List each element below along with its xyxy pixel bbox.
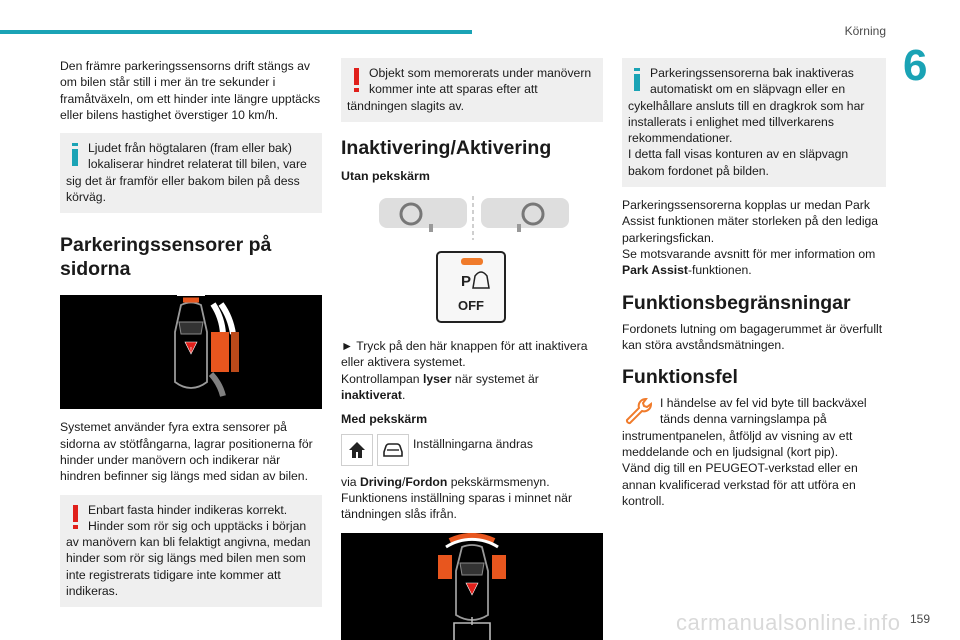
press-button-step (341, 338, 603, 371)
home-icon[interactable] (341, 434, 373, 466)
side-sensors-image (60, 295, 322, 409)
column-2 (341, 58, 603, 640)
lamp-text-mid: när systemet är (451, 371, 539, 386)
via-slash: / (401, 474, 406, 489)
subheading-no-touchscreen: Utan pekskärm (341, 168, 430, 183)
intro-paragraph: Den främre parkeringssensorns drift stängs av om bilen står still i mer än tre sekunder i framåtväxeln, om ett hinder inte längre upptäcks eller bilens hastighet överstiger 10 km/h. (60, 59, 321, 122)
side-sensors-body: Systemet använder fyra extra sensorer på sidorna av stötfångarna, lagrar positionerna för hinder under manövern och indikerar när hindren befinner sig längs med sidan av bilen. (60, 420, 313, 484)
park-assist-ref-end: -funktionen. (687, 263, 752, 278)
step-arrow: ► (341, 339, 354, 354)
via-end: pekskärmsmenyn. (447, 474, 550, 489)
fault-text-2: Vänd dig till en PEUGEOT-verkstad eller en annan kvalificerad verkstad för att utföra en kontroll. (622, 461, 858, 508)
via-menu-text (341, 474, 603, 490)
info-icon (628, 65, 650, 95)
warning-note-memory-text: Objekt som memorerats under manövern kommer inte att sparas efter att tändningen slagits av. (347, 66, 592, 113)
lamp-bold-on: lyser (422, 371, 452, 386)
subheading-touchscreen: Med pekskärm (341, 412, 428, 427)
lamp-end: . (401, 388, 406, 403)
wrench-warning-icon (622, 395, 656, 427)
heading-limitations: Funktionsbegränsningar (622, 291, 851, 314)
step-text: Tryck på den här knappen för att inaktivera eller aktivera systemet. (341, 339, 588, 370)
info-icon (66, 140, 88, 170)
touchscreen-icons (341, 434, 603, 466)
warning-note-memory (341, 58, 603, 122)
icons-caption: Inställningarna ändras (413, 436, 533, 451)
chapter-number: 6 (903, 41, 928, 90)
heading-deactivation: Inaktivering/Aktivering (341, 136, 552, 159)
park-assist-ref-pre: Se motsvarande avsnitt för mer information om (622, 246, 876, 261)
info-note-text: Ljudet från högtalaren (fram eller bak) lokaliserar hindret relaterat till bilen, vare sig det är framför eller bakom bilen på dess körväg. (66, 141, 307, 205)
fault-text: I händelse av fel vid byte till backväxel tänds denna varningslampa på instrumentpanelen, åtföljd av visning av ett meddelande och en ljudsignal (kort pip). (622, 396, 867, 460)
column-3 (622, 58, 886, 509)
watermark: carmanualsonline.info (676, 610, 901, 635)
svg-text:P: P (461, 273, 472, 291)
column-1 (60, 58, 322, 607)
warning-icon (347, 65, 369, 95)
warning-note (60, 495, 322, 608)
via-driving: Driving (359, 474, 402, 489)
lamp-status (341, 371, 603, 404)
heading-faults: Funktionsfel (622, 366, 738, 389)
header-accent-bar (0, 30, 472, 34)
heading-side-sensors: Parkeringssensorer på sidorna (60, 234, 272, 281)
page-number: 159 (909, 612, 930, 626)
warning-icon (66, 502, 88, 532)
dashboard-illustration (341, 196, 603, 326)
park-assist-ref-bold: Park Assist (622, 263, 688, 278)
info-note-trailer-text: Parkeringssensorerna bak inaktiveras automatiskt om en släpvagn eller en cykelhållare ansluts till en dragkrok som har installerats i enlighet med tillverkarens rekommendationer. I detta fall visas konturen av en släpvagn bakom fordonet på bilden. (628, 66, 865, 178)
via-fordon: Fordon (405, 474, 448, 489)
vehicle-icon[interactable] (377, 434, 409, 466)
via-pre: via (341, 474, 360, 489)
park-assist-para: Parkeringssensorerna kopplas ur medan Park Assist funktionen mäter storleken på den lediga parkeringsfickan. (622, 198, 879, 245)
lamp-bold-state: inaktiverat (341, 388, 402, 403)
lamp-text: Kontrollampan (341, 371, 423, 386)
off-button-label[interactable]: OFF (458, 298, 484, 314)
park-assist-ref (622, 246, 886, 279)
section-title: Körning (844, 24, 886, 38)
fault-block (622, 395, 886, 509)
trailer-sensors-image (341, 533, 603, 640)
saved-setting-text: Funktionens inställning sparas i minnet när tändningen slås ifrån. (341, 490, 573, 522)
limitations-text: Fordonets lutning om bagagerummet är överfullt kan störa avståndsmätningen. (622, 321, 883, 352)
warning-note-text: Enbart fasta hinder indikeras korrekt. Hinder som rör sig och upptäcks i början av manövern kan bli felaktigt angivna, medan hinder som rör sig längs med bilen men som inte registrerats tidigare inte kommer att indikeras. (66, 502, 311, 599)
svg-text:!: ! (190, 347, 192, 355)
info-note-trailer (622, 58, 886, 187)
info-note (60, 133, 322, 213)
